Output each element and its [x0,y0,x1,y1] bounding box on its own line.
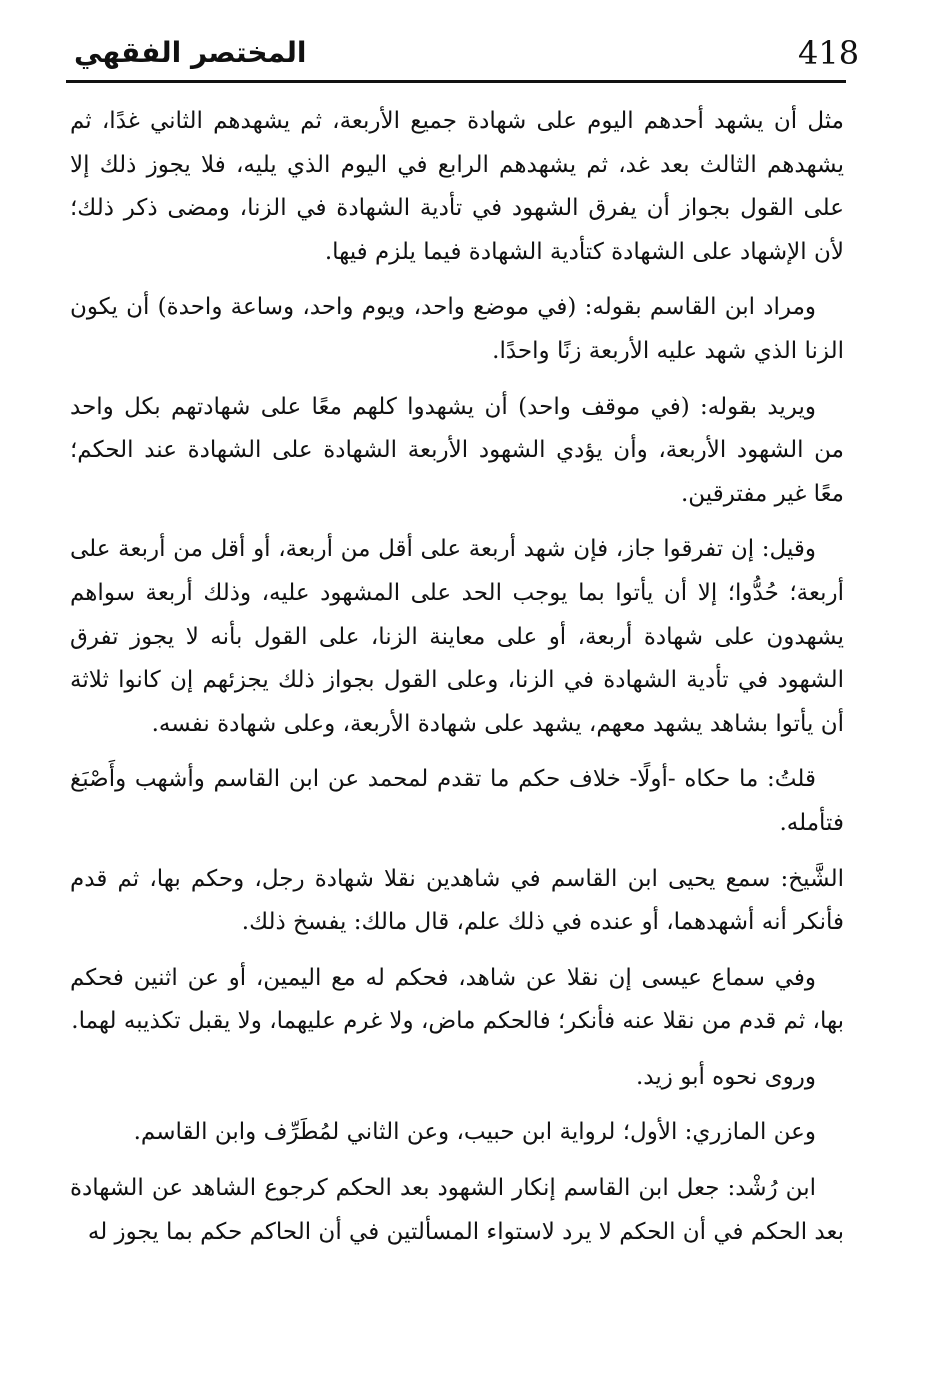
paragraph: وفي سماع عيسى إن نقلا عن شاهد، فحكم له مع اليمين، أو عن اثنين فحكم بها، ثم قدم من نقلا عنه فأنكر؛ فالحكم ماض، ولا غرم عليهما، ولا يقبل تكذيبه لهما. [70,964,844,1035]
page-body [70,100,844,1266]
paragraph: ومراد ابن القاسم بقوله: (في موضع واحد، ويوم واحد، وساعة واحدة) أن يكون الزنا الذي شهد عليه الأربعة زنًا واحدًا. [70,294,844,364]
page-number: 418 [798,34,860,72]
paragraph: قلتُ: ما حكاه -أولًا- خلاف حكم ما تقدم لمحمد عن ابن القاسم وأشهب وأَصْبَغ فتأمله. [70,766,844,836]
paragraph: مثل أن يشهد أحدهم اليوم على شهادة جميع الأربعة، ثم يشهدهم الثاني غدًا، ثم يشهدهم الثالث بعد غد، ثم يشهدهم الرابع في اليوم الذي يليه، فلا يجوز ذلك إلا على القول بجواز أن يفرق الشهود في تأدية الشهادة في الزنا، ومضى ذكر ذلك؛ لأن الإشهاد على الشهادة كتأدية الشهادة فيما يلزم فيها. [70,108,844,265]
paragraph: وقيل: إن تفرقوا جاز، فإن شهد أربعة على أقل من أربعة، أو أقل من أربعة على أربعة؛ حُدُّوا؛ إلا أن يأتوا بما يوجب الحد على المشهود عليه، وذلك أربعة سواهم يشهدون على شهادة أربعة، أو على معاينة الزنا، على القول بأنه لا يجوز تفرق الشهود في تأدية الشهادة في الزنا، وعلى القول بجواز ذلك يجزئهم إن كانوا ثلاثة أن يأتوا بشاهد يشهد معهم، يشهد على شهادة الأربعة، وعلى شهادة نفسه. [70,536,844,737]
paragraph: وعن المازري: الأول؛ لرواية ابن حبيب، وعن الثاني لمُطَرِّف وابن القاسم. [133,1119,816,1146]
paragraph: وروى نحوه أبو زيد. [635,1063,816,1090]
header-divider [66,80,846,83]
page-header [66,28,860,84]
paragraph: ابن رُشْد: جعل ابن القاسم إنكار الشهود بعد الحكم كرجوع الشاهد عن الشهادة بعد الحكم في أن الحكم لا يرد لاستواء المسألتين في أن الحاكم حكم بما يجوز له [70,1175,844,1245]
book-title: المختصر الفقهي [74,36,307,69]
paragraph: الشَّيخ: سمع يحيى ابن القاسم في شاهدين نقلا شهادة رجل، وحكم بها، ثم قدم فأنكر أنه أشهدهما، أو عنده في ذلك علم، قال مالك: يفسخ ذلك. [70,865,844,936]
paragraph: ويريد بقوله: (في موقف واحد) أن يشهدوا كلهم معًا على شهادتهم بكل واحد من الشهود الأربعة، وأن يؤدي الشهود الأربعة الشهادة على الشهادة عند الحكم؛ معًا غير مفترقين. [70,393,844,507]
